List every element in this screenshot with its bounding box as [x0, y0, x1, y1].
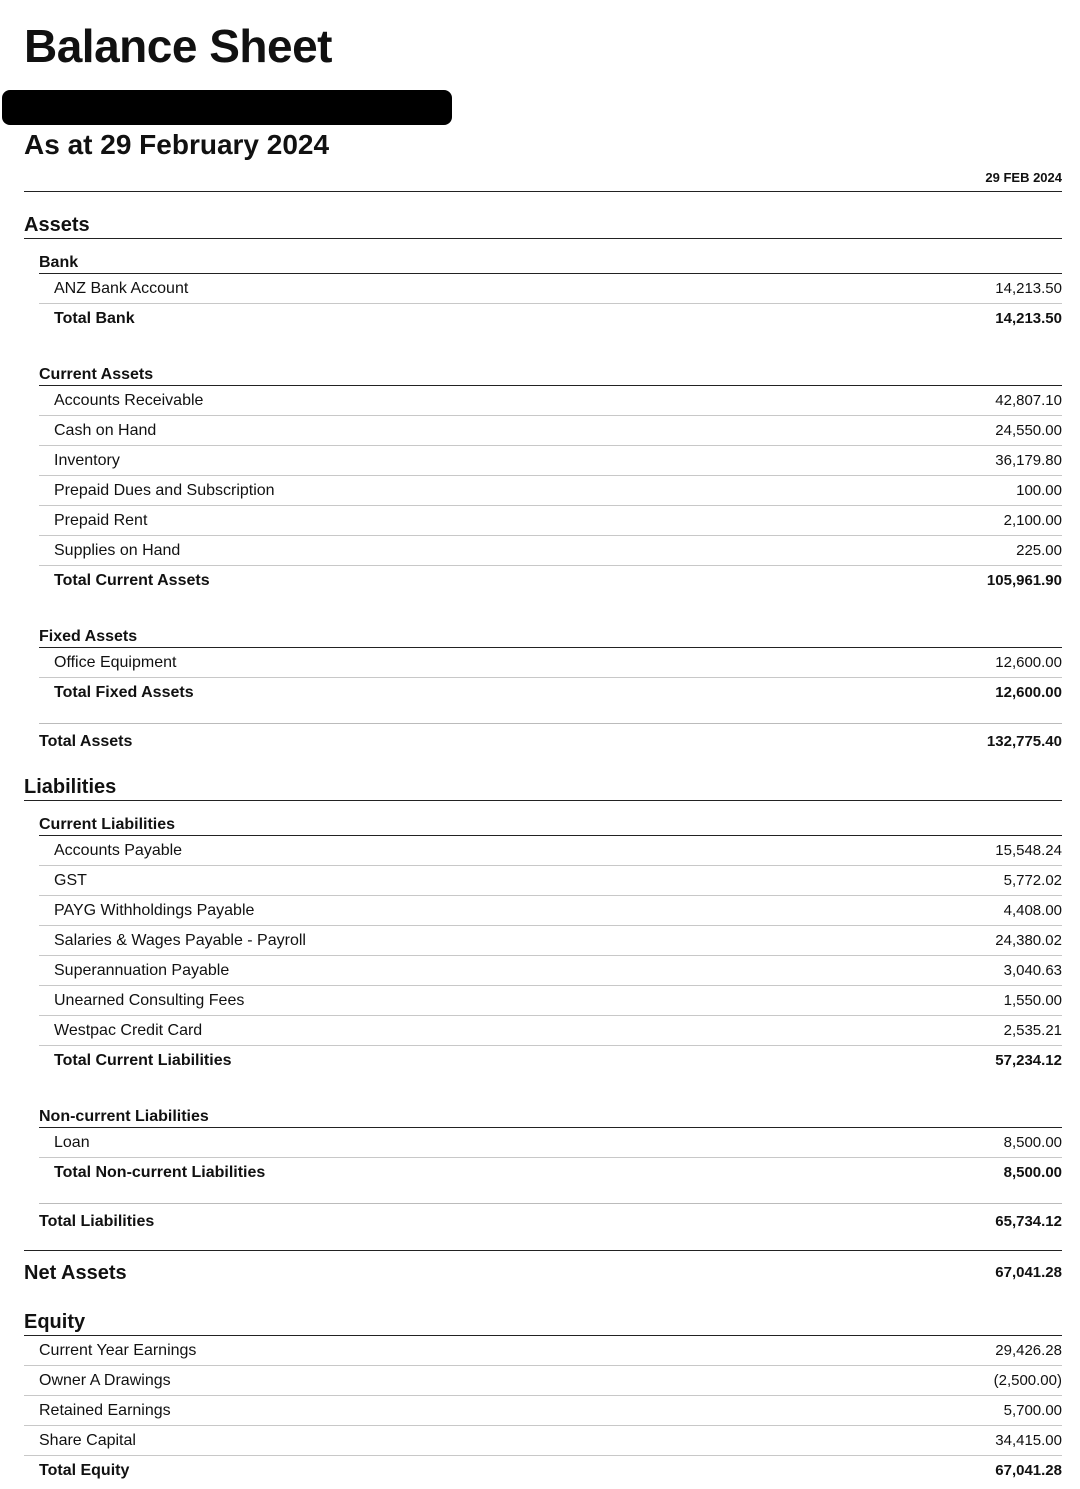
line-item-amount: 8,500.00 [1003, 1134, 1062, 1151]
line-item-amount: (2,500.00) [993, 1372, 1062, 1389]
line-item [39, 476, 1062, 506]
group-total-label: Total Non-current Liabilities [54, 1164, 266, 1181]
line-item [39, 866, 1062, 896]
header-divider [24, 191, 1062, 192]
line-item [39, 1016, 1062, 1046]
line-item [39, 648, 1062, 678]
line-item [39, 836, 1062, 866]
total-liabilities-amount: 65,734.12 [995, 1213, 1062, 1230]
line-item-label: Owner A Drawings [39, 1372, 171, 1389]
total-liabilities-row [39, 1203, 1062, 1240]
total-assets-row [39, 723, 1062, 760]
line-item-amount: 5,700.00 [1003, 1402, 1062, 1419]
group-total-amount: 57,234.12 [995, 1052, 1062, 1069]
group-total-label: Total Current Assets [54, 572, 210, 589]
net-assets-row [24, 1250, 1062, 1295]
line-item-amount: 2,100.00 [1003, 512, 1062, 529]
line-item-amount: 24,550.00 [995, 422, 1062, 439]
line-item-label: Accounts Receivable [54, 392, 204, 409]
group-current-assets [39, 351, 1062, 599]
line-item-label: Accounts Payable [54, 842, 183, 859]
line-item-label: GST [54, 872, 87, 889]
line-item-label: PAYG Withholdings Payable [54, 902, 255, 919]
line-item [39, 386, 1062, 416]
line-item-label: Loan [54, 1134, 90, 1151]
report-subtitle: As at 29 February 2024 [24, 129, 330, 160]
total-equity-row [24, 1456, 1062, 1489]
line-item-label: Prepaid Rent [54, 512, 148, 529]
total-assets-amount: 132,775.40 [986, 733, 1062, 750]
group-current-liabilities [39, 801, 1062, 1079]
line-item-label: Retained Earnings [39, 1402, 171, 1419]
column-header-date: 29 FEB 2024 [985, 170, 1062, 185]
line-item-amount: 3,040.63 [1003, 962, 1062, 979]
group-total-amount: 12,600.00 [995, 684, 1062, 701]
group-total-amount: 105,961.90 [986, 572, 1062, 589]
line-item-label: Superannuation Payable [54, 962, 230, 979]
line-item-amount: 29,426.28 [995, 1342, 1062, 1359]
total-equity-label: Total Equity [39, 1462, 130, 1479]
line-item [39, 986, 1062, 1016]
line-item [24, 1336, 1062, 1366]
line-item-label: Office Equipment [54, 654, 177, 671]
line-item-label: Prepaid Dues and Subscription [54, 482, 275, 499]
group-title-fixed-assets: Fixed Assets [39, 613, 1062, 648]
group-total-label: Total Bank [54, 310, 135, 327]
line-item-amount: 34,415.00 [995, 1432, 1062, 1449]
line-item-label: Westpac Credit Card [54, 1022, 203, 1039]
group-fixed-assets [39, 613, 1062, 711]
group-total-row [39, 566, 1062, 599]
line-item-amount: 100.00 [1016, 482, 1062, 499]
group-total-row [39, 304, 1062, 337]
line-item-amount: 1,550.00 [1003, 992, 1062, 1009]
line-item-amount: 15,548.24 [995, 842, 1062, 859]
line-item-amount: 42,807.10 [995, 392, 1062, 409]
line-item [39, 536, 1062, 566]
line-item [39, 956, 1062, 986]
group-title-current-liabilities: Current Liabilities [39, 801, 1062, 836]
group-total-row [39, 1158, 1062, 1191]
line-item-amount: 24,380.02 [995, 932, 1062, 949]
total-equity-amount: 67,041.28 [995, 1462, 1062, 1479]
report-body [24, 212, 1062, 1489]
group-title-noncurrent-liabilities: Non-current Liabilities [39, 1093, 1062, 1128]
line-item-label: Supplies on Hand [54, 542, 181, 559]
section-title-liabilities: Liabilities [24, 774, 1062, 801]
line-item [39, 446, 1062, 476]
line-item-amount: 14,213.50 [995, 280, 1062, 297]
line-item-label: Share Capital [39, 1432, 136, 1449]
line-item [24, 1426, 1062, 1456]
line-item [39, 274, 1062, 304]
group-total-amount: 14,213.50 [995, 310, 1062, 327]
total-assets-label: Total Assets [39, 733, 133, 750]
group-total-amount: 8,500.00 [1003, 1164, 1062, 1181]
line-item [39, 506, 1062, 536]
section-title-assets: Assets [24, 212, 1062, 239]
line-item [39, 1128, 1062, 1158]
group-bank [39, 239, 1062, 337]
group-total-label: Total Fixed Assets [54, 684, 194, 701]
net-assets-amount: 67,041.28 [995, 1264, 1062, 1281]
line-item-label: Cash on Hand [54, 422, 157, 439]
line-item-label: Current Year Earnings [39, 1342, 197, 1359]
line-item [39, 416, 1062, 446]
line-item [24, 1366, 1062, 1396]
line-item-amount: 2,535.21 [1003, 1022, 1062, 1039]
line-item-amount: 5,772.02 [1003, 872, 1062, 889]
group-title-current-assets: Current Assets [39, 351, 1062, 386]
group-noncurrent-liabilities [39, 1093, 1062, 1191]
group-total-row [39, 1046, 1062, 1079]
net-assets-label: Net Assets [24, 1262, 127, 1284]
line-item [39, 926, 1062, 956]
line-item-label: ANZ Bank Account [54, 280, 189, 297]
line-item [24, 1396, 1062, 1426]
line-item-label: Inventory [54, 452, 120, 469]
redaction-bar [2, 90, 452, 125]
line-item-label: Unearned Consulting Fees [54, 992, 245, 1009]
line-item-amount: 4,408.00 [1003, 902, 1062, 919]
line-item-amount: 36,179.80 [995, 452, 1062, 469]
line-item-amount: 12,600.00 [995, 654, 1062, 671]
group-title-bank: Bank [39, 239, 1062, 274]
equity-group [24, 1336, 1062, 1489]
total-liabilities-label: Total Liabilities [39, 1213, 155, 1230]
group-total-row [39, 678, 1062, 711]
report-title: Balance Sheet [24, 20, 332, 72]
line-item-label: Salaries & Wages Payable - Payroll [54, 932, 306, 949]
section-title-equity: Equity [24, 1309, 1062, 1336]
line-item-amount: 225.00 [1016, 542, 1062, 559]
group-total-label: Total Current Liabilities [54, 1052, 232, 1069]
line-item [39, 896, 1062, 926]
